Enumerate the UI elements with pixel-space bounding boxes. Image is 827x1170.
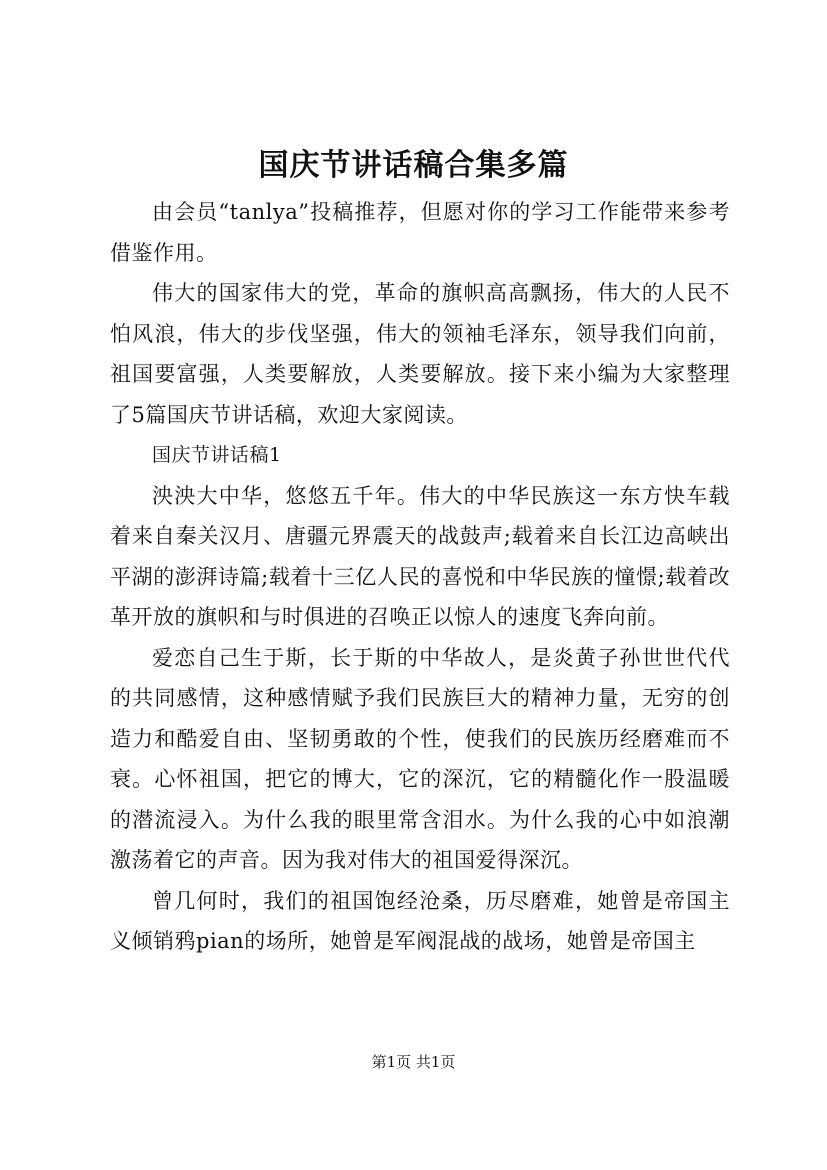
body-paragraph: 爱恋自己生于斯，长于斯的中华故人，是炎黄子孙世世代代的共同感情，这种感情赋予我们民族巨大的精神力量，无穷的创造力和酷爱自由、坚韧勇敢的个性，使我们的民族历经磨难而不衰。心怀祖国，把它的博大，它的深沉，它的精髓化作一股温暖的潜流浸入。为什么我的眼里常含泪水。为什么我的心中如浪潮激荡着它的声音。因为我对伟大的祖国爱得深沉。 bbox=[110, 645, 730, 872]
document-body bbox=[110, 192, 730, 962]
body-paragraph: 曾几何时，我们的祖国饱经沧桑，历尽磨难，她曾是帝国主义倾销鸦pian的场所，她曾是军阀混战的战场，她曾是帝国主 bbox=[110, 888, 730, 953]
body-paragraph: 泱泱大中华，悠悠五千年。伟大的中华民族这一东方快车载着来自秦关汉月、唐疆元界震天的战鼓声;载着来自长江边高峡出平湖的澎湃诗篇;载着十三亿人民的喜悦和中华民族的憧憬;载着改革开放的旗帜和与时俱进的召唤正以惊人的速度飞奔向前。 bbox=[110, 483, 730, 629]
page-footer: 第1页 共1页 bbox=[371, 1053, 456, 1071]
document-title: 国庆节讲话稿合集多篇 bbox=[258, 148, 569, 183]
body-paragraph: 伟大的国家伟大的党，革命的旗帜高高飘扬，伟大的人民不怕风浪，伟大的步伐坚强，伟大的领袖毛泽东，领导我们向前，祖国要富强，人类要解放，人类要解放。接下来小编为大家整理了5篇国庆节讲话稿，欢迎大家阅读。 bbox=[110, 281, 730, 427]
section-heading: 国庆节讲话稿1 bbox=[152, 444, 282, 466]
intro-paragraph: 由会员“tanlya”投稿推荐，但愿对你的学习工作能带来参考借鉴作用。 bbox=[110, 200, 730, 265]
